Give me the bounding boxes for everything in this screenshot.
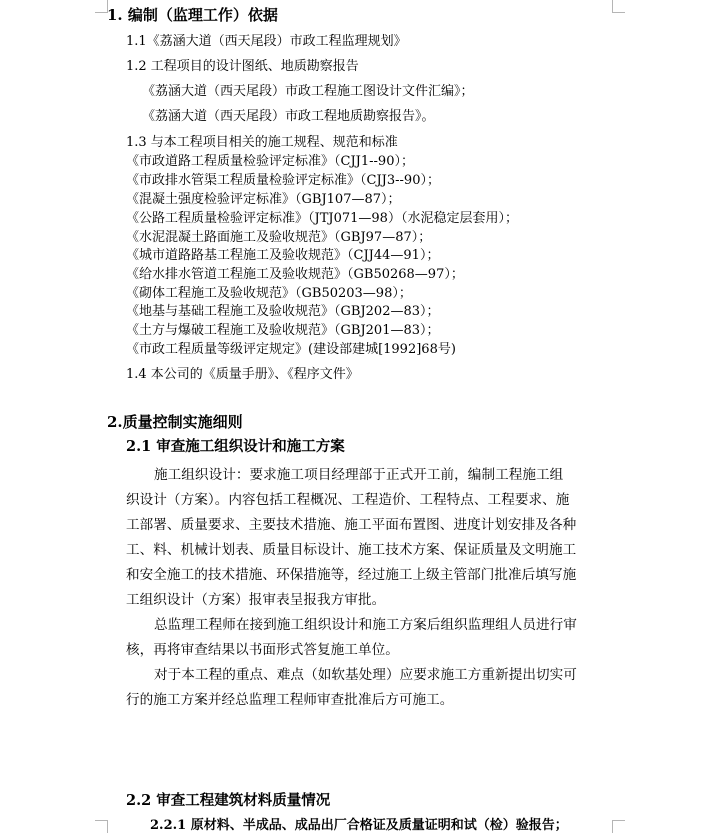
standard-line: 《公路工程质量检验评定标准》（JTJ071—98）（水泥稳定层套用）； — [126, 211, 518, 226]
margin-corner-top-right — [612, 0, 625, 13]
standard-line: 《地基与基础工程施工及验收规范》（GBJ202—83）； — [126, 304, 440, 319]
paragraph-line: 和安全施工的技术措施、环保措施等，经过施工上级主管部门批准后填写施 — [126, 567, 577, 583]
item-1-3-heading: 1.3 与本工程项目相关的施工规程、规范和标准 — [126, 135, 398, 150]
standard-line: 《混凝土强度检验评定标准》（GBJ107—87）； — [126, 192, 401, 207]
standard-line: 《砌体工程施工及验收规范》（GB50203—98）； — [126, 286, 412, 301]
design-doc-line: 《荔涵大道（西天尾段）市政工程地质勘察报告》。 — [142, 109, 435, 124]
paragraph-line: 施工组织设计：要求施工项目经理部于正式开工前，编制工程施工组 — [154, 467, 564, 483]
standard-line: 《给水排水管道工程施工及验收规范》（GB50268—97）； — [126, 267, 464, 282]
paragraph-line: 对于本工程的重点、难点（如软基处理）应要求施工方重新提出切实可 — [154, 667, 577, 683]
item-1-1: 1.1《荔涵大道（西天尾段）市政工程监理规划》 — [126, 34, 407, 49]
item-1-2-heading: 1.2 工程项目的设计图纸、地质勘察报告 — [126, 59, 359, 74]
design-doc-line: 《荔涵大道（西天尾段）市政工程施工图设计文件汇编》； — [142, 84, 474, 99]
subsection-2-2-heading: 2.2 审查工程建筑材料质量情况 — [126, 792, 331, 809]
standard-line: 《城市道路路基工程施工及验收规范》（CJJ44—91）； — [126, 248, 440, 263]
standard-line: 《市政排水管渠工程质量检验评定标准》（CJJ3--90）； — [126, 173, 440, 188]
subsection-2-1-heading: 2.1 审查施工组织设计和施工方案 — [126, 438, 345, 455]
paragraph-line: 核，再将审查结果以书面形式答复施工单位。 — [126, 642, 399, 658]
paragraph-line: 工组织设计（方案）报审表呈报我方审批。 — [126, 592, 386, 608]
paragraph-line: 行的施工方案并经总监理工程师审查批准后方可施工。 — [126, 692, 454, 708]
item-2-2-1: 2.2.1 原材料、半成品、成品出厂合格证及质量证明和试（检）验报告； — [150, 818, 568, 833]
item-1-4: 1.4 本公司的《质量手册》、《程序文件》 — [126, 367, 359, 382]
margin-corner-bottom-left — [95, 820, 108, 833]
standard-line: 《市政道路工程质量检验评定标准》（CJJ1--90）； — [126, 154, 414, 169]
paragraph-line: 工部署、质量要求、主要技术措施、施工平面布置图、进度计划安排及各种 — [126, 517, 577, 533]
paragraph-line: 织设计（方案）。内容包括工程概况、工程造价、工程特点、工程要求、施 — [126, 492, 570, 508]
standard-line: 《土方与爆破工程施工及验收规范》（GBJ201—83）； — [126, 323, 440, 338]
paragraph-line: 工、料、机械计划表、质量目标设计、施工技术方案、保证质量及文明施工 — [126, 542, 577, 558]
margin-corner-bottom-right — [612, 820, 625, 833]
standard-line: 《市政工程质量等级评定规定》(建设部建城[1992]68号) — [126, 342, 456, 357]
section-2-heading: 2.质量控制实施细则 — [107, 413, 243, 431]
paragraph-line: 总监理工程师在接到施工组织设计和施工方案后组织监理组人员进行审 — [154, 617, 577, 633]
section-1-heading: 1. 编制（监理工作）依据 — [107, 6, 278, 24]
standard-line: 《水泥混凝土路面施工及验收规范》（GBJ97—87）； — [126, 230, 432, 245]
